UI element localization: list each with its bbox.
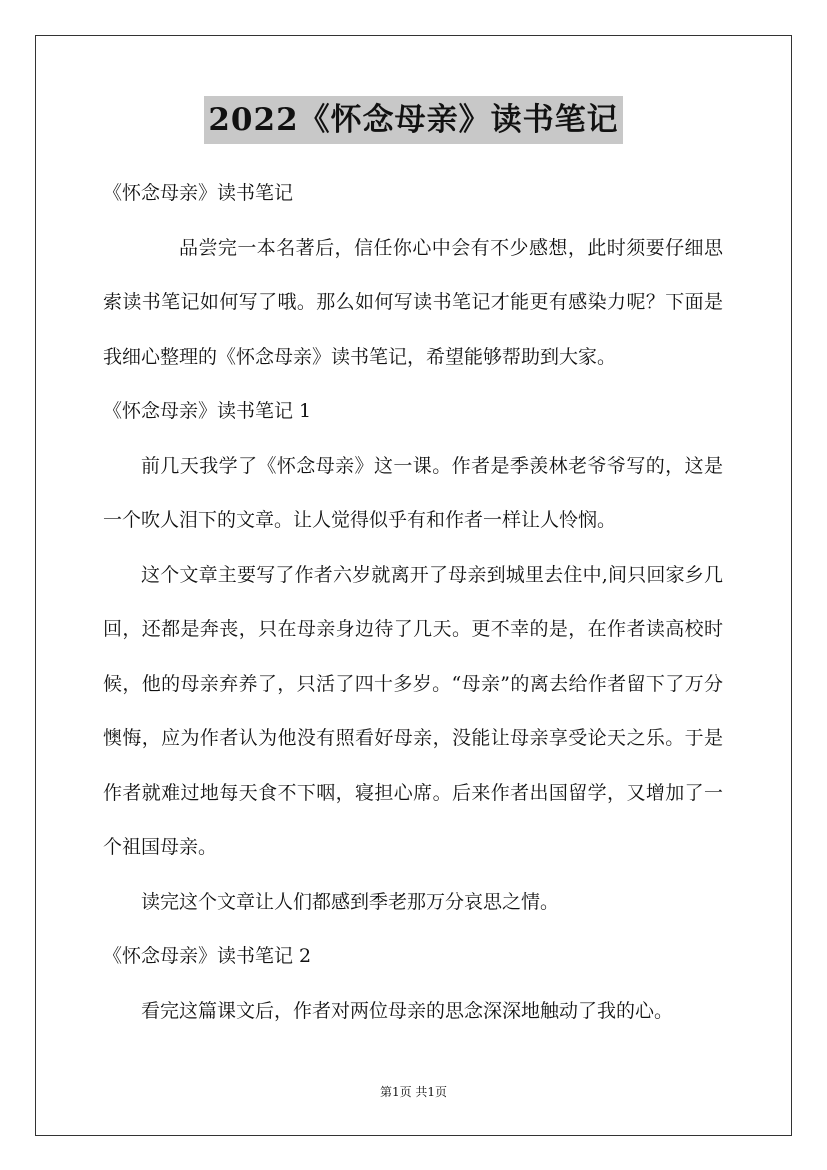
note1-paragraph-3: 读完这个文章让人们都感到季老那万分哀思之情。 (141, 890, 560, 913)
note1-paragraph-2: 这个文章主要写了作者六岁就离开了母亲到城里去住中,间只回家乡几回，还都是奔丧，只在母亲身边待了几天。更不幸的是，在作者读高校时候，他的母亲弃养了，只活了四十多岁。“母亲”的离去给作者留下了万分懊悔，应为作者认为他没有照看好母亲，没能让母亲享受论天之乐。于是作者就难过地每天食不下咽，寝担心席。后来作者出国留学，又增加了一个祖国母亲。 (103, 563, 723, 858)
main-heading: 《怀念母亲》读书笔记 (103, 182, 294, 204)
note1-paragraph-1: 前几天我学了《怀念母亲》这一课。作者是季羡林老爷爷写的，这是一个吹人泪下的文章。让人觉得似乎有和作者一样让人怜悯。 (103, 454, 723, 531)
note2-paragraph-1: 看完这篇课文后，作者对两位母亲的思念深深地触动了我的心。 (141, 999, 674, 1022)
intro-paragraph: 品尝完一本名著后，信任你心中会有不少感想，此时须要仔细思索读书笔记如何写了哦。那么如何写读书笔记才能更有感染力呢？下面是我细心整理的《怀念母亲》读书笔记，希望能够帮助到大家。 (103, 236, 723, 368)
document-title-block (0, 96, 827, 144)
page-footer (0, 1082, 827, 1102)
note1-heading: 《怀念母亲》读书笔记 1 (103, 400, 312, 422)
note2-heading: 《怀念母亲》读书笔记 2 (103, 945, 312, 967)
document-title: 2022《怀念母亲》读书笔记 (204, 96, 622, 144)
document-body (103, 166, 723, 1038)
page-number: 第1页 共1页 (379, 1085, 448, 1099)
